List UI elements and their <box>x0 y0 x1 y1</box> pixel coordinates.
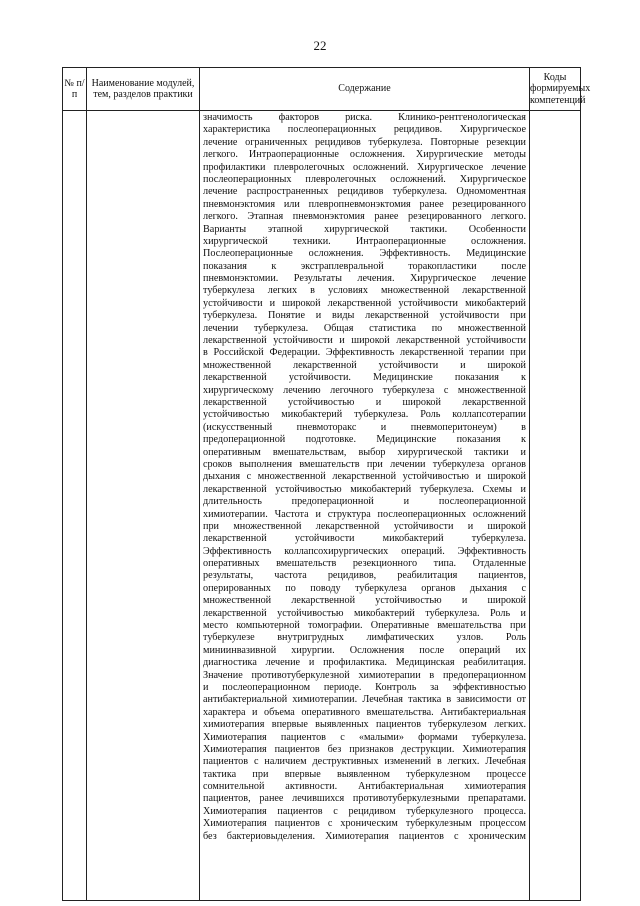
content-line: оперативным вмешательствам, выбор хирургической тактики и <box>203 446 526 458</box>
content-line: лечение распространенных рецидивов туберкулеза. Одномоментная <box>203 186 526 198</box>
content-line: характера и объема оперативного вмешательства. Антибактериальная <box>203 706 526 718</box>
content-line: Варианты этапной хирургической тактики. Особенности <box>203 223 526 235</box>
content-line: множественной лекарственной устойчивостью и широкой <box>203 595 526 607</box>
page-number: 22 <box>313 38 327 53</box>
content-line: Эффективность коллапсохирургических операций. Эффективность <box>203 545 526 557</box>
content-line: Химиотерапия пациентов без признаков деструкции. Химиотерапия <box>203 743 526 755</box>
content-line: легкого. Интраоперационные осложнения. Хирургические методы <box>203 149 526 161</box>
content-line: лечение ограниченных рецидивов туберкулеза. Повторные резекции <box>203 136 526 148</box>
content-line: химиотерапии. Частота и структура послеоперационных осложнений <box>203 508 526 520</box>
content-line: без бактериовыделения. Химиотерапия пациентов с хроническим <box>203 830 526 842</box>
content-line: оперативных вмешательств резекционного типа. Отдаленные <box>203 558 526 570</box>
content-line: множественной лекарственной устойчивости и широкой <box>203 359 526 371</box>
content-line: Химиотерапия пациентов с хроническим туберкулезным процессом <box>203 818 526 830</box>
content-line: лекарственной устойчивостью микобактерий туберкулеза. Роль и <box>203 607 526 619</box>
row-competency-codes-cell <box>530 111 581 901</box>
content-line: сроков выполнения вмешательств при лечении туберкулеза органов <box>203 458 526 470</box>
header-module-name: Наименование модулей, тем, разделов практики <box>87 68 200 111</box>
row-module-name-cell <box>87 111 200 901</box>
content-line: длительность предоперационной и послеоперационной <box>203 496 526 508</box>
content-line: туберкулезе внутригрудных лимфатических узлов. Роль <box>203 632 526 644</box>
content-line: туберкулеза. Понятие и виды лекарственной устойчивости при <box>203 310 526 322</box>
content-line: дыхания с множественной лекарственной устойчивостью и широкой <box>203 471 526 483</box>
header-content: Содержание <box>200 68 530 111</box>
content-line: пневмонэктомия или плевропневмонэктомия ранее резецированного <box>203 198 526 210</box>
content-line: послеоперационных плевролегочных осложнений. Хирургическое <box>203 173 526 185</box>
content-line: лекарственной устойчивостью и широкой лекарственной <box>203 396 526 408</box>
content-line: лекарственной устойчивости микобактерий туберкулеза. <box>203 533 526 545</box>
row-content-cell <box>200 111 530 901</box>
content-line: Химиотерапия пациентов с рецидивом туберкулезного процесса. <box>203 805 526 817</box>
content-line: и послеоперационном периоде. Контроль за эффективностью <box>203 681 526 693</box>
content-line: пневмонэктомии. Результаты лечения. Хирургическое лечение <box>203 273 526 285</box>
row-number-cell <box>63 111 87 901</box>
content-line: место компьютерной томографии. Оперативные вмешательства при <box>203 620 526 632</box>
content-line: (искусственный пневмоторакс и пневмоперитонеум) в <box>203 421 526 433</box>
table-header-row <box>63 68 581 111</box>
content-line: хирургической техники. Интраоперационные осложнения. <box>203 235 526 247</box>
content-line: в Российской Федерации. Эффективность лекарственной терапии при <box>203 347 526 359</box>
content-line: устойчивостью микобактерий туберкулеза. Роль коллапсотерапии <box>203 409 526 421</box>
content-line: пациентов с наличием деструктивных изменений в легких. Лечебная <box>203 756 526 768</box>
content-line: тактика при впервые выявленном туберкулезном процессе <box>203 768 526 780</box>
content-line: Послеоперационные осложнения. Эффективность. Медицинские <box>203 248 526 260</box>
content-line: показания к экстраплевральной торакопластики после <box>203 260 526 272</box>
content-line: характеристика послеоперационных рецидивов. Хирургическое <box>203 124 526 136</box>
content-line: антибактериальной химиотерапии. Лечебная тактика в зависимости от <box>203 694 526 706</box>
content-line: оперированных по поводу туберкулеза органов дыхания с <box>203 582 526 594</box>
content-line: диагностика лечение и профилактика. Медицинская реабилитация. <box>203 657 526 669</box>
content-line: лекарственной устойчивостью микобактерий туберкулеза. Схемы и <box>203 483 526 495</box>
content-line: результаты, частота рецидивов, реабилитация пациентов, <box>203 570 526 582</box>
header-number: № п/п <box>63 68 87 111</box>
content-line: профилактики плевролегочных осложнений. Хирургическое лечение <box>203 161 526 173</box>
content-line: предоперационной подготовке. Медицинские показания к <box>203 434 526 446</box>
content-line: туберкулеза легких в условиях множественной лекарственной <box>203 285 526 297</box>
content-line: устойчивости и широкой лекарственной устойчивости микобактерий <box>203 297 526 309</box>
content-line: лечении туберкулеза. Общая статистика по множественной <box>203 322 526 334</box>
content-line: химиотерапия впервые выявленных пациентов туберкулезом легких. <box>203 719 526 731</box>
content-line: лекарственной устойчивости и широкой лекарственной устойчивости <box>203 335 526 347</box>
content-line: лекарственной устойчивости. Медицинские показания к <box>203 372 526 384</box>
content-line: при множественной лекарственной устойчивости и широкой <box>203 520 526 532</box>
content-line: легкого. Этапная пневмонэктомия ранее резецированного легкого. <box>203 211 526 223</box>
table-row <box>63 111 581 901</box>
content-line: хирургическому лечению легочного туберкулеза с множественной <box>203 384 526 396</box>
content-line: пациентов, ранее лечившихся противотуберкулезными препаратами. <box>203 793 526 805</box>
content-line: сомнительной активности. Антибактериальная химиотерапия <box>203 781 526 793</box>
content-line: миниинвазивной хирургии. Осложнения после операций их <box>203 644 526 656</box>
content-line: значимость факторов риска. Клинико-рентгенологическая <box>203 112 526 123</box>
curriculum-table <box>62 67 591 901</box>
header-competency-codes: Коды формируемых компетенций <box>530 68 581 111</box>
content-line: Химиотерапия пациентов с «малыми» формами туберкулеза. <box>203 731 526 743</box>
content-line: Значение противотуберкулезной химиотерапии в предоперационном <box>203 669 526 681</box>
